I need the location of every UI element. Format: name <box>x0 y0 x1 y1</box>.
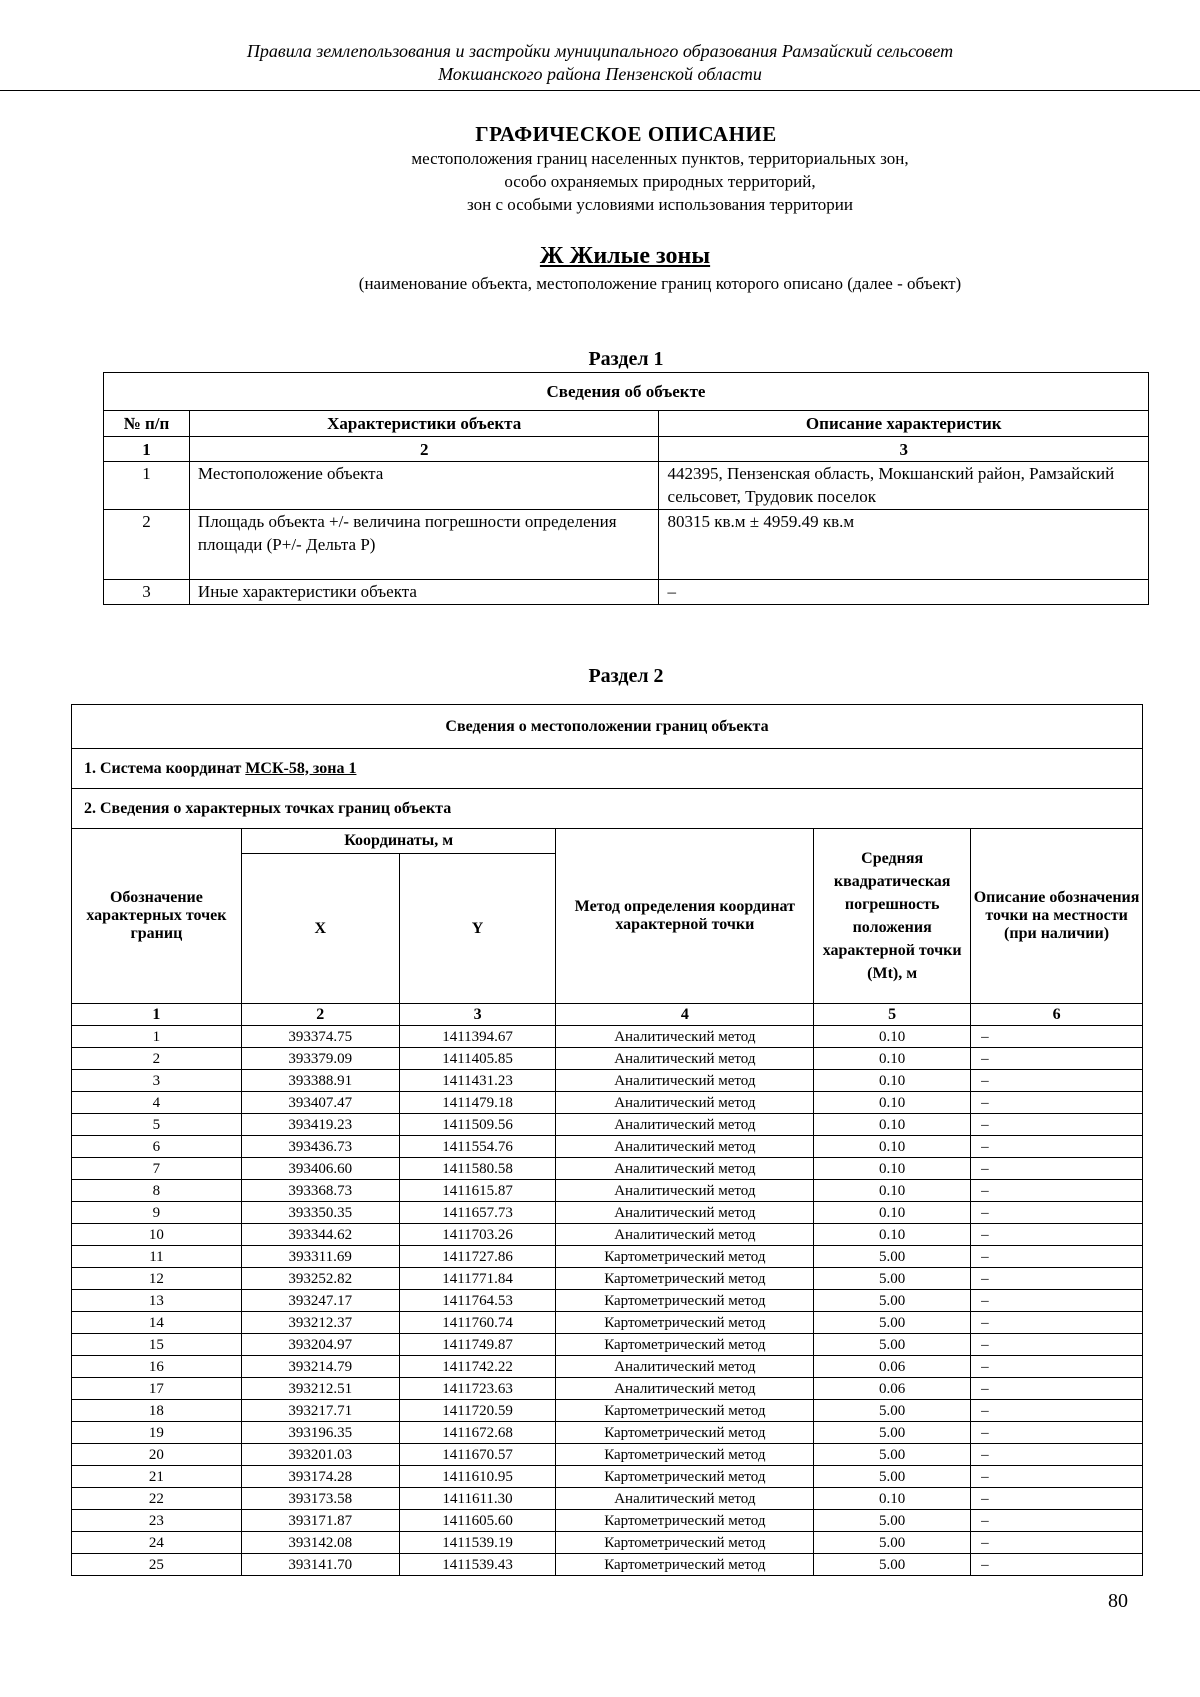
table-row <box>104 462 1149 510</box>
accuracy: 0.10 <box>814 1048 971 1070</box>
point-description: – <box>971 1290 1143 1312</box>
header-method: Метод определения координат характерной точки <box>556 829 814 1004</box>
point-number: 21 <box>72 1466 242 1488</box>
point-description: – <box>971 1378 1143 1400</box>
method: Аналитический метод <box>556 1048 814 1070</box>
coord-x: 393388.91 <box>241 1070 399 1092</box>
accuracy: 0.10 <box>814 1180 971 1202</box>
coord-y: 1411760.74 <box>399 1312 556 1334</box>
table-row <box>72 1510 1143 1532</box>
points-section-label: 2. Сведения о характерных точках границ объекта <box>72 789 1143 829</box>
header-characteristics: Характеристики объекта <box>189 411 659 437</box>
coord-x: 393141.70 <box>241 1554 399 1576</box>
method: Аналитический метод <box>556 1202 814 1224</box>
method: Картометрический метод <box>556 1312 814 1334</box>
characteristic-value: 80315 кв.м ± 4959.49 кв.м <box>659 510 1149 580</box>
method: Аналитический метод <box>556 1356 814 1378</box>
point-number: 9 <box>72 1202 242 1224</box>
table-row <box>72 1290 1143 1312</box>
accuracy: 5.00 <box>814 1422 971 1444</box>
col-number: 4 <box>556 1004 814 1026</box>
coord-y: 1411509.56 <box>399 1114 556 1136</box>
coord-x: 393407.47 <box>241 1092 399 1114</box>
coord-y: 1411742.22 <box>399 1356 556 1378</box>
coord-x: 393196.35 <box>241 1422 399 1444</box>
coord-x: 393174.28 <box>241 1466 399 1488</box>
characteristic-name: Площадь объекта +/- величина погрешности определения площади (Р+/- Дельта Р) <box>189 510 659 580</box>
coord-x: 393350.35 <box>241 1202 399 1224</box>
coord-y: 1411539.19 <box>399 1532 556 1554</box>
boundary-table-title: Сведения о местоположении границ объекта <box>72 705 1143 749</box>
page-number: 80 <box>1108 1590 1128 1612</box>
point-number: 13 <box>72 1290 242 1312</box>
point-number: 23 <box>72 1510 242 1532</box>
section-2-title: Раздел 2 <box>588 665 664 687</box>
accuracy: 0.10 <box>814 1114 971 1136</box>
col-number: 6 <box>971 1004 1143 1026</box>
table-row <box>72 1268 1143 1290</box>
header-coordinates: Координаты, м <box>241 829 556 854</box>
point-description: – <box>971 1180 1143 1202</box>
point-number: 14 <box>72 1312 242 1334</box>
coord-y: 1411611.30 <box>399 1488 556 1510</box>
point-number: 18 <box>72 1400 242 1422</box>
coord-y: 1411615.87 <box>399 1180 556 1202</box>
table-row <box>72 1444 1143 1466</box>
accuracy: 0.10 <box>814 1092 971 1114</box>
method: Картометрический метод <box>556 1554 814 1576</box>
coord-y: 1411703.26 <box>399 1224 556 1246</box>
coord-x: 393212.51 <box>241 1378 399 1400</box>
coord-x: 393214.79 <box>241 1356 399 1378</box>
point-description: – <box>971 1466 1143 1488</box>
table-row <box>72 1422 1143 1444</box>
header-line-2: Мокшанского района Пензенской области <box>438 64 762 84</box>
coord-y: 1411539.43 <box>399 1554 556 1576</box>
accuracy: 5.00 <box>814 1334 971 1356</box>
table-row <box>72 1158 1143 1180</box>
coord-x: 393436.73 <box>241 1136 399 1158</box>
header-accuracy: Средняя квадратическая погрешность положения характерной точки (Mt), м <box>814 829 971 1004</box>
header-y: Y <box>399 854 556 1004</box>
accuracy: 0.06 <box>814 1378 971 1400</box>
point-description: – <box>971 1422 1143 1444</box>
coord-x: 393311.69 <box>241 1246 399 1268</box>
point-description: – <box>971 1026 1143 1048</box>
accuracy: 5.00 <box>814 1466 971 1488</box>
coord-x: 393247.17 <box>241 1290 399 1312</box>
method: Картометрический метод <box>556 1268 814 1290</box>
row-number: 3 <box>104 580 190 605</box>
coord-x: 393406.60 <box>241 1158 399 1180</box>
accuracy: 0.10 <box>814 1224 971 1246</box>
coord-x: 393142.08 <box>241 1532 399 1554</box>
points-body <box>72 1026 1143 1576</box>
accuracy: 0.10 <box>814 1070 971 1092</box>
coord-y: 1411723.63 <box>399 1378 556 1400</box>
table-row <box>72 1334 1143 1356</box>
coord-y: 1411749.87 <box>399 1334 556 1356</box>
col-number: 1 <box>72 1004 242 1026</box>
header-x: X <box>241 854 399 1004</box>
table-row <box>72 1092 1143 1114</box>
method: Картометрический метод <box>556 1400 814 1422</box>
coordinate-system <box>72 749 1143 789</box>
method: Картометрический метод <box>556 1444 814 1466</box>
point-number: 24 <box>72 1532 242 1554</box>
zone-caption: (наименование объекта, местоположение границ которого описано (далее - объект) <box>358 274 962 293</box>
table-row <box>72 1180 1143 1202</box>
accuracy: 0.10 <box>814 1488 971 1510</box>
coordinate-system-label: 1. Система координат <box>84 759 242 777</box>
coord-x: 393201.03 <box>241 1444 399 1466</box>
point-description: – <box>971 1048 1143 1070</box>
accuracy: 0.06 <box>814 1356 971 1378</box>
point-number: 7 <box>72 1158 242 1180</box>
point-description: – <box>971 1224 1143 1246</box>
point-number: 5 <box>72 1114 242 1136</box>
header-point-description: Описание обозначения точки на местности (при наличии) <box>971 829 1143 1004</box>
header-divider <box>0 90 1200 91</box>
coord-y: 1411605.60 <box>399 1510 556 1532</box>
coord-y: 1411554.76 <box>399 1136 556 1158</box>
point-description: – <box>971 1510 1143 1532</box>
method: Картометрический метод <box>556 1422 814 1444</box>
method: Аналитический метод <box>556 1158 814 1180</box>
coord-x: 393368.73 <box>241 1180 399 1202</box>
table-row <box>72 1488 1143 1510</box>
characteristic-value: – <box>659 580 1149 605</box>
row-number: 2 <box>104 510 190 580</box>
coord-y: 1411431.23 <box>399 1070 556 1092</box>
point-number: 20 <box>72 1444 242 1466</box>
header-no: № п/п <box>104 411 190 437</box>
table-row <box>72 1114 1143 1136</box>
point-description: – <box>971 1400 1143 1422</box>
coord-x: 393374.75 <box>241 1026 399 1048</box>
coord-x: 393212.37 <box>241 1312 399 1334</box>
coord-y: 1411657.73 <box>399 1202 556 1224</box>
characteristic-name: Местоположение объекта <box>189 462 659 510</box>
accuracy: 5.00 <box>814 1554 971 1576</box>
coord-y: 1411405.85 <box>399 1048 556 1070</box>
coord-y: 1411771.84 <box>399 1268 556 1290</box>
coord-x: 393217.71 <box>241 1400 399 1422</box>
table-row <box>72 1070 1143 1092</box>
point-description: – <box>971 1356 1143 1378</box>
method: Картометрический метод <box>556 1246 814 1268</box>
accuracy: 5.00 <box>814 1312 971 1334</box>
header-point-designation: Обозначение характерных точек границ <box>72 829 242 1004</box>
point-description: – <box>971 1554 1143 1576</box>
table-row <box>72 1312 1143 1334</box>
section-1-title: Раздел 1 <box>588 348 664 370</box>
method: Картометрический метод <box>556 1466 814 1488</box>
header-description: Описание характеристик <box>659 411 1149 437</box>
header-line-1: Правила землепользования и застройки муниципального образования Рамзайский сельсовет <box>246 41 954 61</box>
point-description: – <box>971 1158 1143 1180</box>
method: Картометрический метод <box>556 1532 814 1554</box>
point-description: – <box>971 1114 1143 1136</box>
accuracy: 5.00 <box>814 1510 971 1532</box>
table-row <box>72 1136 1143 1158</box>
coord-y: 1411764.53 <box>399 1290 556 1312</box>
table-row <box>104 510 1149 580</box>
table-row <box>72 1400 1143 1422</box>
coord-x: 393379.09 <box>241 1048 399 1070</box>
table-row <box>72 1356 1143 1378</box>
table-row <box>72 1048 1143 1070</box>
point-number: 4 <box>72 1092 242 1114</box>
point-number: 12 <box>72 1268 242 1290</box>
point-number: 22 <box>72 1488 242 1510</box>
coord-x: 393204.97 <box>241 1334 399 1356</box>
point-description: – <box>971 1444 1143 1466</box>
table-row <box>72 1466 1143 1488</box>
document-subtitle <box>0 147 1200 216</box>
method: Аналитический метод <box>556 1136 814 1158</box>
subtitle-line-3: зон с особыми условиями использования территории <box>467 195 853 214</box>
accuracy: 5.00 <box>814 1400 971 1422</box>
coord-x: 393252.82 <box>241 1268 399 1290</box>
accuracy: 5.00 <box>814 1268 971 1290</box>
table-row <box>72 1378 1143 1400</box>
method: Аналитический метод <box>556 1180 814 1202</box>
method: Аналитический метод <box>556 1026 814 1048</box>
point-description: – <box>971 1202 1143 1224</box>
point-description: – <box>971 1532 1143 1554</box>
point-description: – <box>971 1246 1143 1268</box>
characteristic-value: 442395, Пензенская область, Мокшанский район, Рамзайский сельсовет, Трудовик поселок <box>659 462 1149 510</box>
point-description: – <box>971 1092 1143 1114</box>
characteristic-name: Иные характеристики объекта <box>189 580 659 605</box>
table-row <box>72 1224 1143 1246</box>
table-row <box>72 1202 1143 1224</box>
point-number: 19 <box>72 1422 242 1444</box>
accuracy: 5.00 <box>814 1290 971 1312</box>
col-number: 3 <box>399 1004 556 1026</box>
coord-y: 1411720.59 <box>399 1400 556 1422</box>
subtitle-line-1: местоположения границ населенных пунктов, территориальных зон, <box>411 149 909 168</box>
point-number: 10 <box>72 1224 242 1246</box>
object-info-table-title: Сведения об объекте <box>104 373 1149 411</box>
point-description: – <box>971 1268 1143 1290</box>
object-info-table <box>103 372 1149 605</box>
method: Картометрический метод <box>556 1290 814 1312</box>
point-number: 17 <box>72 1378 242 1400</box>
accuracy: 0.10 <box>814 1026 971 1048</box>
coord-y: 1411610.95 <box>399 1466 556 1488</box>
point-number: 1 <box>72 1026 242 1048</box>
accuracy: 5.00 <box>814 1444 971 1466</box>
point-number: 8 <box>72 1180 242 1202</box>
coord-x: 393344.62 <box>241 1224 399 1246</box>
document-title: ГРАФИЧЕСКОЕ ОПИСАНИЕ <box>475 122 777 146</box>
method: Аналитический метод <box>556 1070 814 1092</box>
method: Аналитический метод <box>556 1092 814 1114</box>
coord-x: 393171.87 <box>241 1510 399 1532</box>
running-header <box>0 40 1200 86</box>
table-row <box>72 1246 1143 1268</box>
subtitle-line-2: особо охраняемых природных территорий, <box>504 172 816 191</box>
coord-y: 1411727.86 <box>399 1246 556 1268</box>
coord-y: 1411580.58 <box>399 1158 556 1180</box>
coord-y: 1411394.67 <box>399 1026 556 1048</box>
table-row <box>72 1532 1143 1554</box>
point-number: 3 <box>72 1070 242 1092</box>
point-description: – <box>971 1488 1143 1510</box>
col-number: 2 <box>241 1004 399 1026</box>
point-number: 16 <box>72 1356 242 1378</box>
method: Аналитический метод <box>556 1378 814 1400</box>
coord-x: 393419.23 <box>241 1114 399 1136</box>
method: Картометрический метод <box>556 1334 814 1356</box>
point-description: – <box>971 1334 1143 1356</box>
coord-x: 393173.58 <box>241 1488 399 1510</box>
zone-title: Ж Жилые зоны <box>539 243 711 269</box>
point-number: 15 <box>72 1334 242 1356</box>
point-number: 25 <box>72 1554 242 1576</box>
coord-y: 1411479.18 <box>399 1092 556 1114</box>
coordinate-system-value: МСК-58, зона 1 <box>245 759 357 777</box>
row-number: 1 <box>104 462 190 510</box>
col-number: 1 <box>104 437 190 462</box>
accuracy: 0.10 <box>814 1136 971 1158</box>
col-number: 2 <box>189 437 659 462</box>
col-number: 3 <box>659 437 1149 462</box>
accuracy: 5.00 <box>814 1246 971 1268</box>
coord-y: 1411670.57 <box>399 1444 556 1466</box>
table-row <box>104 580 1149 605</box>
accuracy: 0.10 <box>814 1158 971 1180</box>
table-row <box>72 1026 1143 1048</box>
table-row <box>72 1554 1143 1576</box>
point-number: 11 <box>72 1246 242 1268</box>
coord-y: 1411672.68 <box>399 1422 556 1444</box>
accuracy: 0.10 <box>814 1202 971 1224</box>
method: Картометрический метод <box>556 1510 814 1532</box>
method: Аналитический метод <box>556 1488 814 1510</box>
point-description: – <box>971 1070 1143 1092</box>
point-number: 6 <box>72 1136 242 1158</box>
point-description: – <box>971 1312 1143 1334</box>
method: Аналитический метод <box>556 1114 814 1136</box>
accuracy: 5.00 <box>814 1532 971 1554</box>
point-description: – <box>971 1136 1143 1158</box>
point-number: 2 <box>72 1048 242 1070</box>
method: Аналитический метод <box>556 1224 814 1246</box>
col-number: 5 <box>814 1004 971 1026</box>
boundary-points-table <box>71 704 1143 1576</box>
